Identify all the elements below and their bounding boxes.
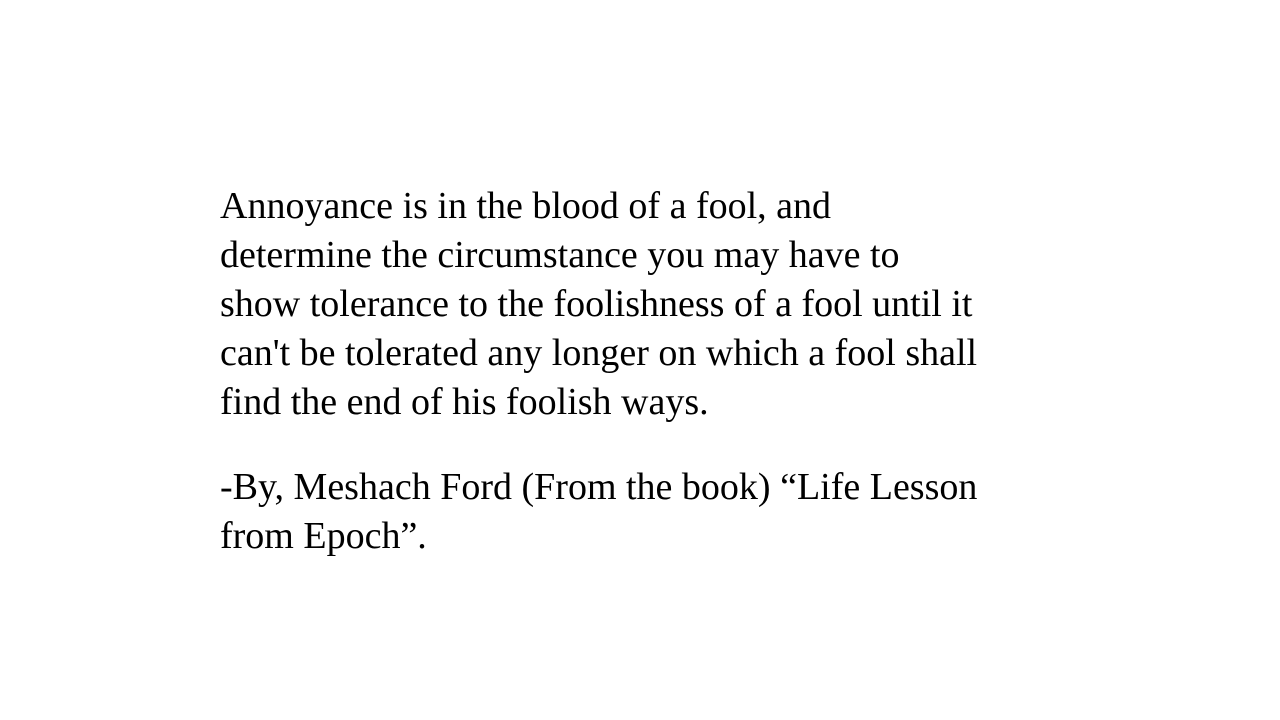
quote-text — [220, 182, 1100, 427]
quote-line: find the end of his foolish ways. — [220, 381, 709, 423]
quote-line: show tolerance to the foolishness of a fool until it — [220, 283, 973, 325]
attribution-line: -By, Meshach Ford (From the book) “Life Lesson — [220, 466, 978, 508]
attribution-line: from Epoch”. — [220, 515, 427, 557]
quote-block — [220, 182, 1100, 561]
attribution — [220, 463, 1100, 561]
quote-line: Annoyance is in the blood of a fool, and — [220, 185, 832, 227]
quote-line: determine the circumstance you may have to — [220, 234, 900, 276]
quote-line: can't be tolerated any longer on which a fool shall — [220, 332, 978, 374]
